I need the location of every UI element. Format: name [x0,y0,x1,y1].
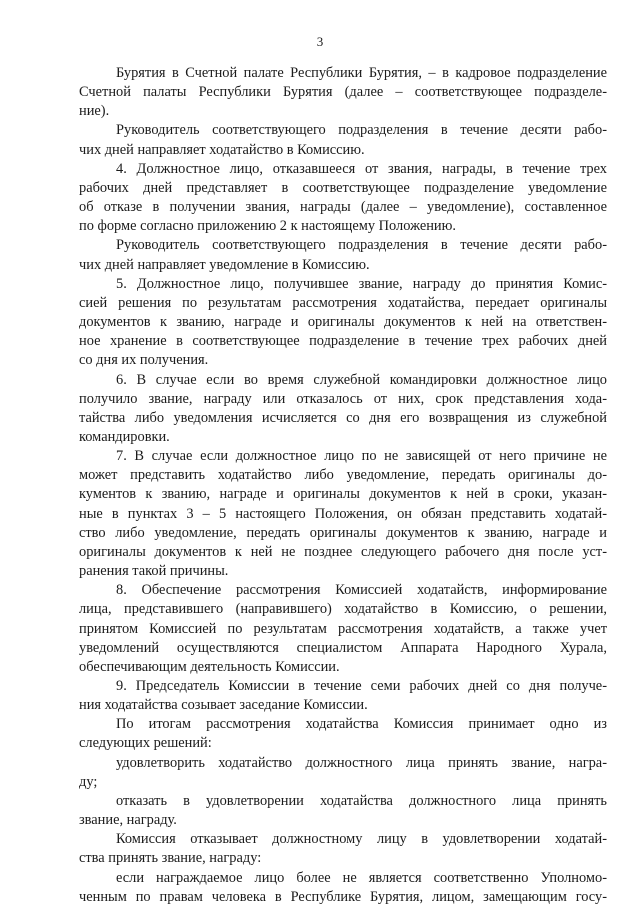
text-line: следующих решений: [79,735,212,752]
paragraph [79,715,607,753]
text-line: отказать в удовлетворении ходатайства должностного лица принять [116,792,607,809]
paragraph [79,830,607,868]
text-line: лица, представившего (направившего) ходатайство в Комиссию, о решении, [79,601,607,618]
paragraph [79,677,607,715]
text-line: может представить ходатайство либо уведомление, передать оригиналы до- [79,467,607,484]
paragraph [79,64,607,121]
text-line: по форме согласно приложению 2 к настоящему Положению. [79,218,456,235]
text-line: Руководитель соответствующего подразделения в течение десяти рабо- [116,122,607,139]
text-line: Комиссия отказывает должностному лицу в удовлетворении ходатай- [116,831,607,848]
text-line: ства принять звание, награду: [79,850,262,867]
paragraph [79,869,607,907]
text-line: оригиналы документов к ней не позднее следующего рабочего дня после уст- [79,543,607,560]
text-line: кументов к званию, награде и оригиналы документов к ней в сроки, указан- [79,486,607,503]
paragraph [79,581,607,677]
text-line: звание, награду. [79,812,177,829]
text-line: удовлетворить ходатайство должностного лица принять звание, награ- [116,754,607,771]
text-line: если награждаемое лицо более не является соответственно Уполномо- [116,869,607,886]
text-line: По итогам рассмотрения ходатайства Комиссия принимает одно из [116,716,607,733]
text-line: ные в пунктах 3 – 5 настоящего Положения, он обязан представить ходатай- [79,505,607,522]
text-line: тайства либо уведомления исчисляется со дня его возвращения из служебной [79,409,607,426]
paragraph [79,792,607,830]
paragraph [79,447,607,581]
text-line: Счетной палаты Республики Бурятия (далее – соответствующее подразделе- [79,84,607,101]
paragraph [79,236,607,274]
text-line: документов к званию, награде и оригиналы документов к ней на ответствен- [79,314,607,331]
text-line: ния ходатайства созывает заседание Комиссии. [79,697,368,714]
paragraph [79,160,607,237]
text-line: получило звание, награду или отказалось от них, срок представления хода- [79,390,607,407]
text-line: обеспечивающим деятельность Комиссии. [79,658,340,675]
paragraph [79,371,607,448]
text-line: ранения такой причины. [79,563,229,580]
text-line: Бурятия в Счетной палате Республики Бурятия, – в кадровое подразделение [116,65,607,81]
text-line: ное хранение в соответствующее подразделение в течение трех рабочих дней [79,333,607,350]
text-line: 4. Должностное лицо, отказавшееся от звания, награды, в течение трех [116,160,607,177]
page-number: 3 [316,34,324,49]
text-line: 9. Председатель Комиссии в течение семи рабочих дней со дня получе- [116,678,607,694]
text-line: уведомлений осуществляются специалистом Аппарата Народного Хурала, [79,639,607,656]
text-line: принятом Комиссией по результатам рассмотрения ходатайств, а также учет [79,620,607,637]
text-line: 6. В случае если во время служебной командировки должностное лицо [116,371,607,388]
text-line: командировки. [79,428,170,445]
text-line: чих дней направляет ходатайство в Комиссию. [79,141,365,158]
text-line: ду; [79,773,98,790]
paragraph [79,121,607,159]
text-line: ние). [79,103,110,120]
text-line: 5. Должностное лицо, получившее звание, награду до принятия Комис- [116,275,607,292]
document-body [79,64,607,907]
text-line: ство либо уведомление, передать оригиналы документов к званию, награде и [79,524,607,541]
text-line: чих дней направляет уведомление в Комиссию. [79,256,370,273]
text-line: 8. Обеспечение рассмотрения Комиссией ходатайств, информирование [116,582,607,599]
text-line: со дня их получения. [79,352,209,369]
text-line: сией решения по результатам рассмотрения ходатайства, передает оригиналы [79,294,607,311]
text-line: об отказе в получении звания, награды (далее – уведомление), составленное [79,199,607,216]
paragraph [79,275,607,371]
paragraph [79,754,607,792]
text-line: Руководитель соответствующего подразделения в течение десяти рабо- [116,237,607,254]
text-line: рабочих дней представляет в соответствующее подразделение уведомление [79,179,607,196]
text-line: 7. В случае если должностное лицо по не зависящей от него причине не [116,448,607,465]
text-line: ченным по правам человека в Республике Бурятия, лицом, замещающим госу- [79,888,607,905]
